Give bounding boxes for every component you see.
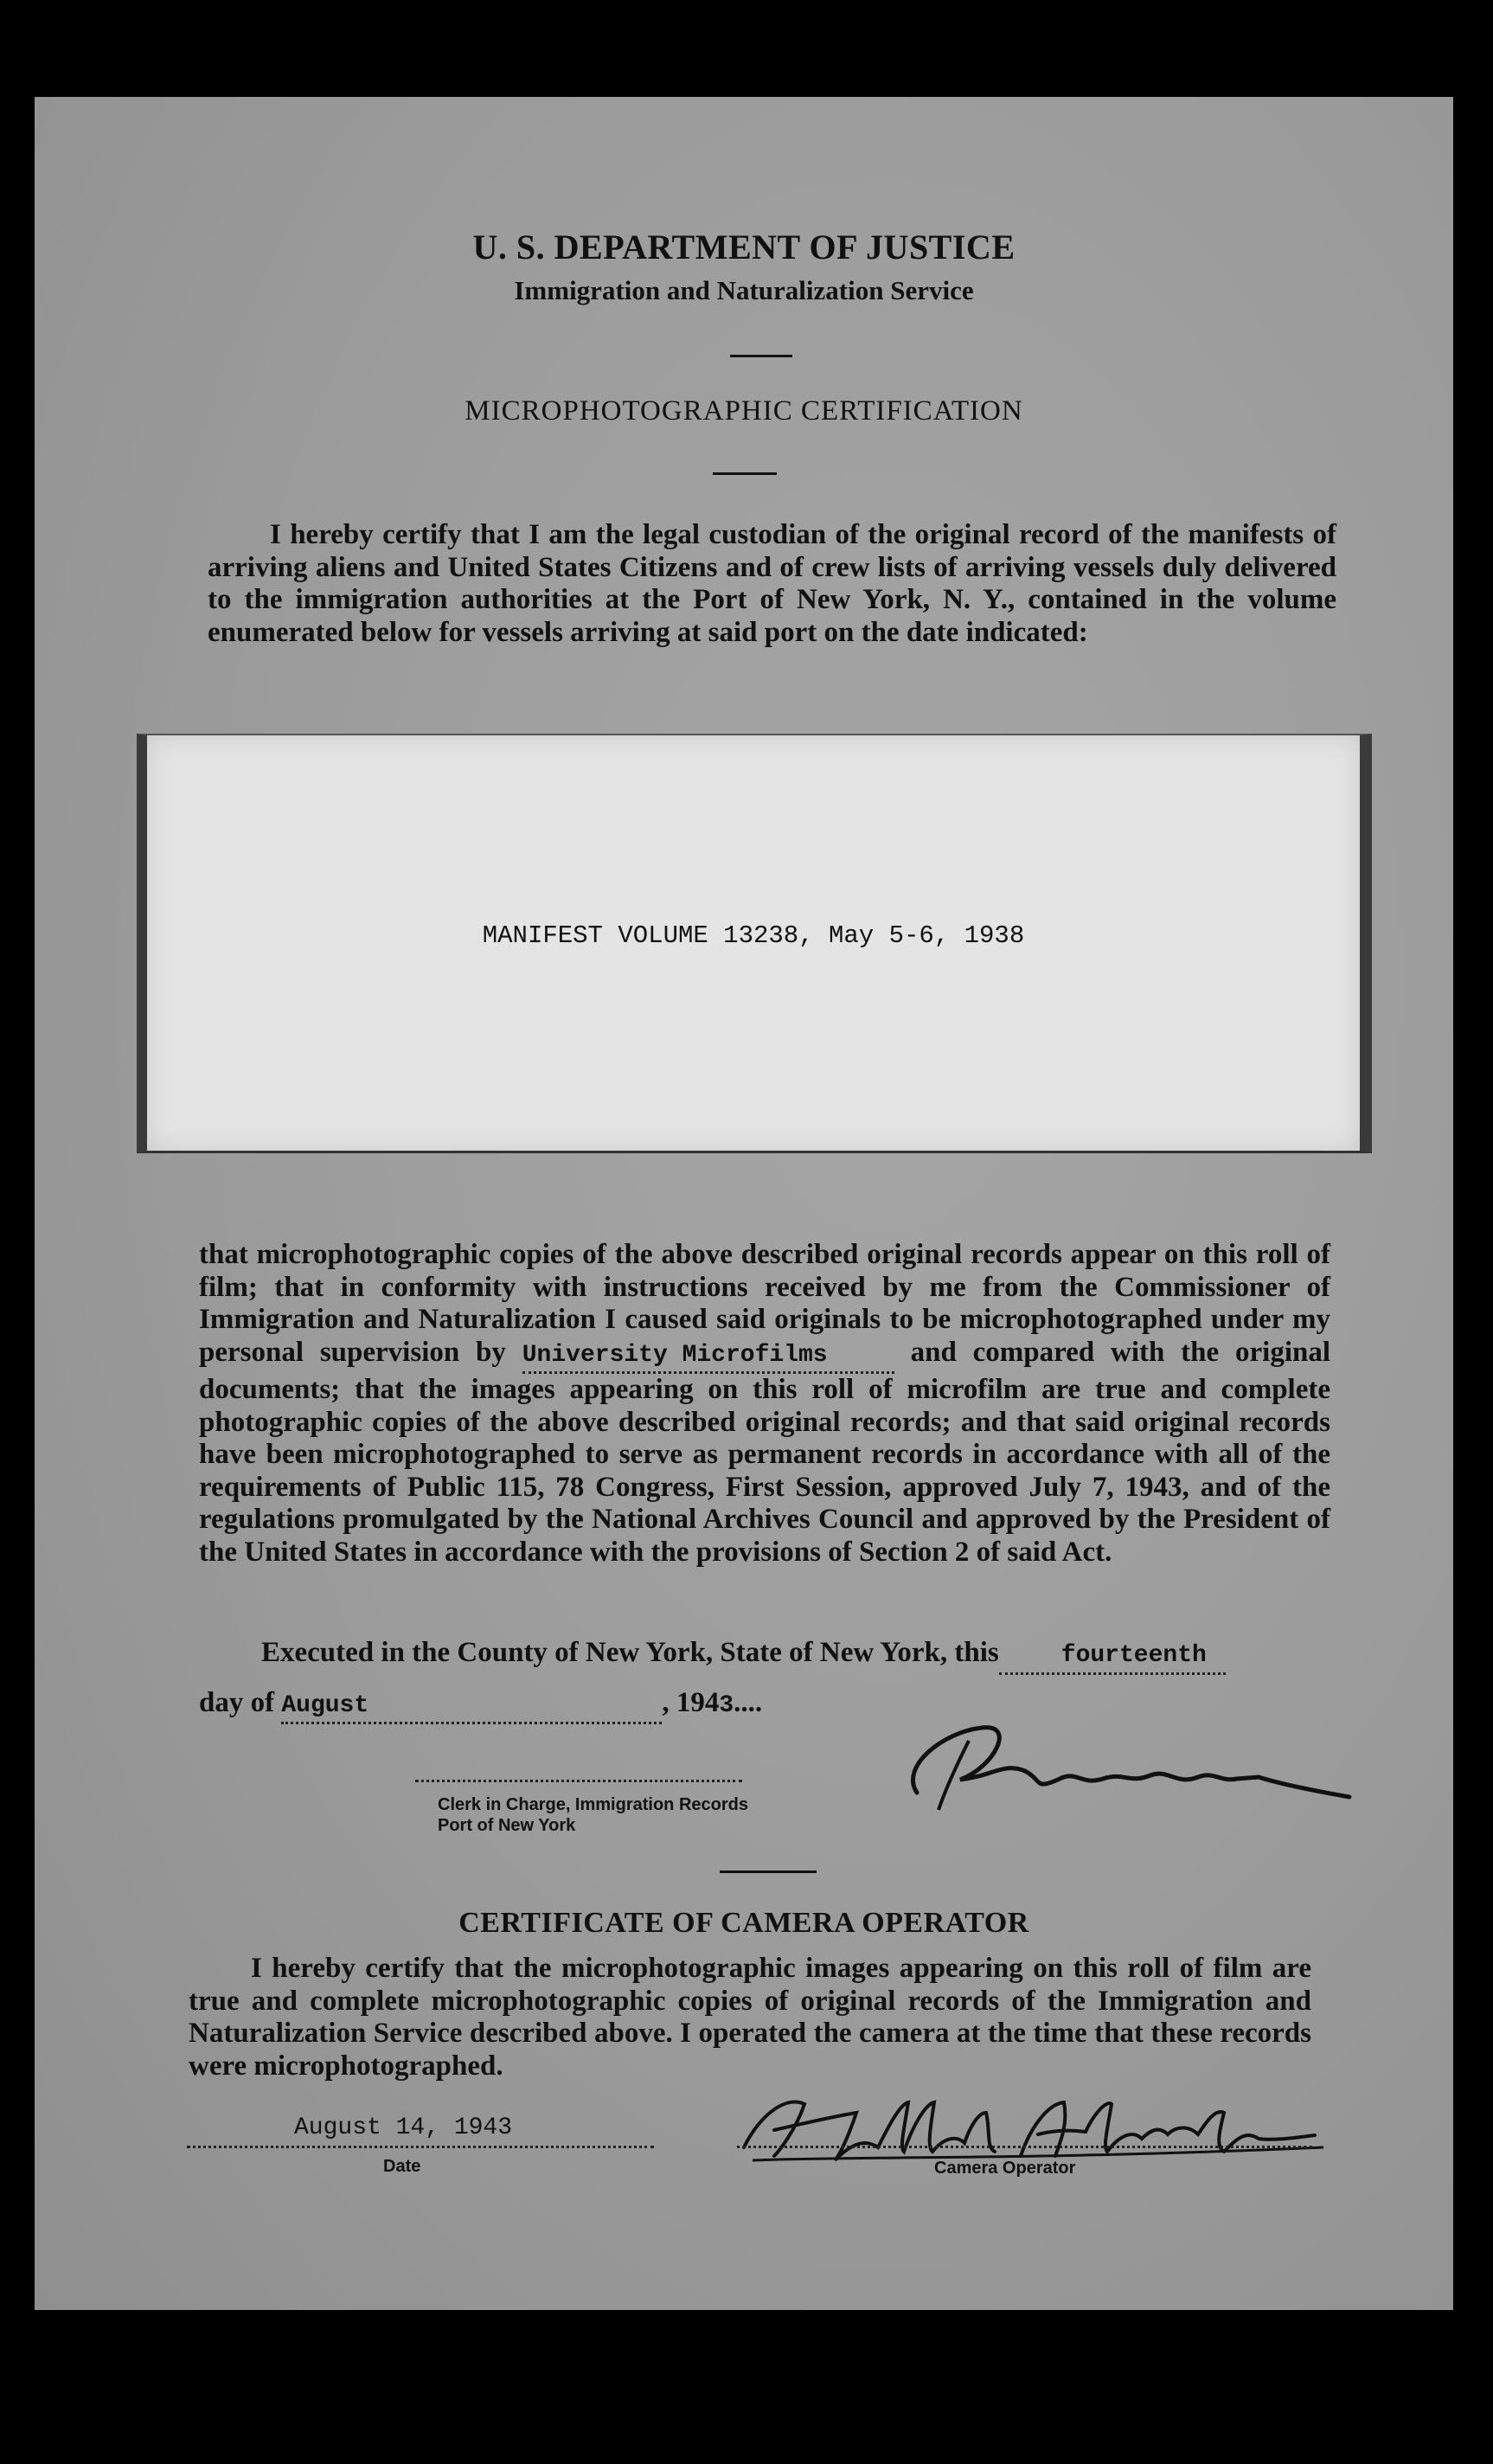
year-value: 3 bbox=[719, 1691, 734, 1719]
camera-operator-line bbox=[737, 2146, 1312, 2148]
section-title: MICROPHOTOGRAPHIC CERTIFICATION bbox=[465, 395, 1023, 427]
camera-certificate-paragraph: I hereby certify that the microphotographic images appearing on this roll of film are true and complete microphotographic copies of original records of the Immigration and Naturalization Service described above. I operated the camera at the time that these records were microphotographed. bbox=[189, 1953, 1311, 2082]
day-value: fourteenth bbox=[999, 1639, 1226, 1675]
record-label-card bbox=[137, 734, 1372, 1153]
body-text-part1: that microphotographic copies of the above described original records appear on this roll of film; that in conformity with instructions received by me from the Commissioner of Immigration and Naturalization I caused said originals to be microphotographed under my personal supervision by bbox=[199, 1239, 1330, 1368]
executed-line: Executed in the County of New York, State of New York, this fourteenth day of August , 1943.... bbox=[199, 1637, 1330, 1724]
camera-date-value: August 14, 1943 bbox=[294, 2114, 513, 2141]
clerk-title-line1: Clerk in Charge, Immigration Records bbox=[438, 1795, 748, 1814]
service-subtitle: Immigration and Naturalization Service bbox=[514, 275, 974, 305]
body-text-part2: and compared with the original documents; that the images appearing on this roll of microfilm are true and complete photographic copies of the above described original records; and that said original records have been microphotographed to serve as permanent records in accordance with all of the requirements of Public 115, 78 Congress, First Session, approved July 7, 1943, and of the regulations promulgated by the National Archives Council and approved by the President of the United States in accordance with the provisions of Section 2 of said Act. bbox=[199, 1336, 1331, 1568]
day-of-label: day of bbox=[199, 1686, 275, 1718]
clerk-signature bbox=[865, 1689, 1384, 1819]
intro-paragraph: I hereby certify that I am the legal custodian of the original record of the manifests of arriving aliens and United States Citizens and of crew lists of arriving vessels duly delivered to the immigration authorities at the Port of New York, N. Y., contained in the volume enumerated below for vessels arriving at said port on the date indicated: bbox=[208, 519, 1336, 648]
camera-certificate-title: CERTIFICATE OF CAMERA OPERATOR bbox=[458, 1907, 1029, 1939]
year-prefix: 194 bbox=[676, 1686, 720, 1718]
clerk-signature-line bbox=[415, 1780, 742, 1782]
clerk-title bbox=[438, 1794, 748, 1836]
department-title: U. S. DEPARTMENT OF JUSTICE bbox=[472, 228, 1016, 266]
record-label: MANIFEST VOLUME 13238, May 5-6, 1938 bbox=[482, 921, 1025, 950]
filmed-by-value: University Microfilms bbox=[522, 1339, 894, 1375]
certification-body bbox=[199, 1239, 1330, 1569]
certificate-sheet bbox=[35, 97, 1453, 2310]
divider bbox=[720, 1870, 817, 1873]
clerk-title-line2: Port of New York bbox=[438, 1816, 576, 1835]
divider bbox=[713, 472, 777, 475]
executed-text: Executed in the County of New York, State of New York, this bbox=[261, 1637, 999, 1668]
divider bbox=[730, 355, 792, 357]
camera-date-label: Date bbox=[383, 2157, 421, 2176]
camera-date-line bbox=[187, 2146, 654, 2148]
camera-operator-label: Camera Operator bbox=[934, 2159, 1076, 2178]
month-value: August bbox=[281, 1690, 662, 1725]
